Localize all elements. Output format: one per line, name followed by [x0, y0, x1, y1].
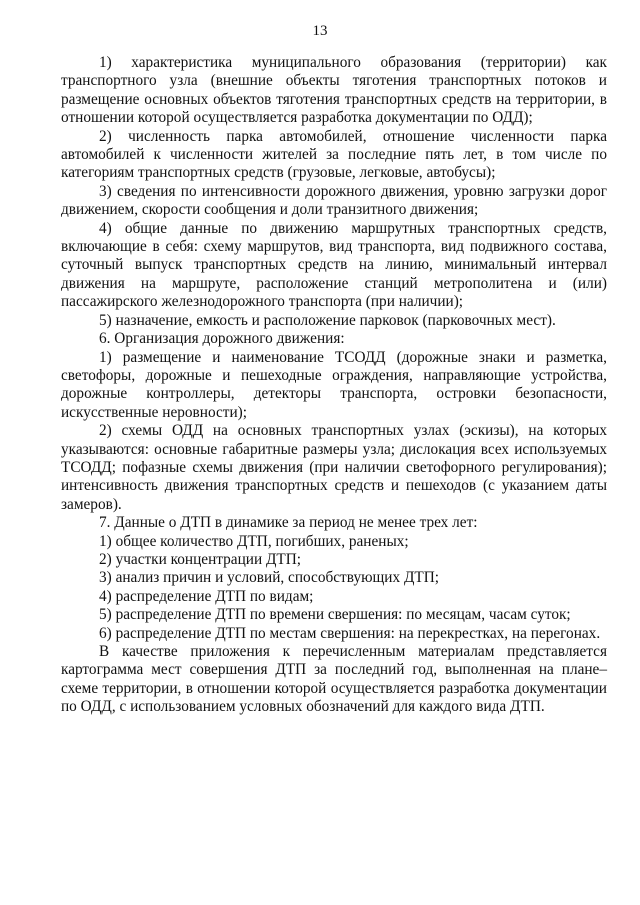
list-item-concentration-areas: 2) участки концентрации ДТП; — [99, 550, 302, 568]
list-item-cause-analysis: 3) анализ причин и условий, способствующих ДТП; — [99, 569, 440, 587]
paragraph-odd-schemes: 2) схемы ОДД на основных транспортных узлах (эскизы), на которых указываются: основные габаритные размеры узла; дислокация всех используемых ТСОДД; пофазные схемы движения (при наличии светофорного регулирования); интенсивность движения транспортных средств и пешеходов (с указанием даты замеров). — [61, 422, 607, 513]
paragraph-appendix-cartogram: В качестве приложения к перечисленным материалам представляется картограмма мест совершения ДТП за последний год, выполненная на плане–схеме территории, в отношении которой осуществляется разработка документации по ОДД, с использованием условных обозначений для каждого вида ДТП. — [61, 643, 607, 716]
list-item-distribution-by-place: 6) распределение ДТП по местам свершения: на перекрестках, на перегонах. — [99, 624, 601, 642]
paragraph-parking: 5) назначение, емкость и расположение парковок (парковочных мест). — [99, 311, 556, 329]
paragraph-tsodd-placement: 1) размещение и наименование ТСОДД (дорожные знаки и разметка, светофоры, дорожные и пешеходные ограждения, направляющие устройства, дорожные контроллеры, детекторы транспорта, островки безопасности, искусственные неровности); — [61, 348, 607, 421]
paragraph-transport-node: 1) характеристика муниципального образования (территории) как транспортного узла (внешние объекты тяготения транспортных потоков и размещение основных объектов тяготения транспортных средств на территории, в отношении которой осуществляется разработка документации по ОДД); — [61, 54, 607, 127]
list-item-accident-totals: 1) общее количество ДТП, погибших, раненых; — [99, 532, 409, 550]
page-number: 13 — [312, 23, 328, 39]
list-item-distribution-by-time: 5) распределение ДТП по времени свершения: по месяцам, часам суток; — [99, 606, 571, 624]
paragraph-traffic-intensity: 3) сведения по интенсивности дорожного движения, уровню загрузки дорог движением, скорости сообщения и доли транзитного движения; — [61, 182, 607, 219]
list-item-distribution-by-type: 4) распределение ДТП по видам; — [99, 587, 314, 605]
section-heading-traffic-organization: 6. Организация дорожного движения: — [99, 330, 345, 348]
section-heading-accident-data: 7. Данные о ДТП в динамике за период не менее трех лет: — [99, 514, 478, 532]
paragraph-vehicle-fleet: 2) численность парка автомобилей, отношение численности парка автомобилей к численности жителей за последние пять лет, в том числе по категориям транспортных средств (грузовые, легковые, автобусы); — [61, 127, 607, 182]
document-body — [61, 54, 607, 717]
paragraph-route-transport: 4) общие данные по движению маршрутных транспортных средств, включающие в себя: схему маршрутов, вид транспорта, вид подвижного состава, суточный выпуск транспортных средств на линию, минимальный интервал движения на маршруте, расположение станций метрополитена и (или) пассажирского железнодорожного транспорта (при наличии); — [61, 219, 607, 311]
